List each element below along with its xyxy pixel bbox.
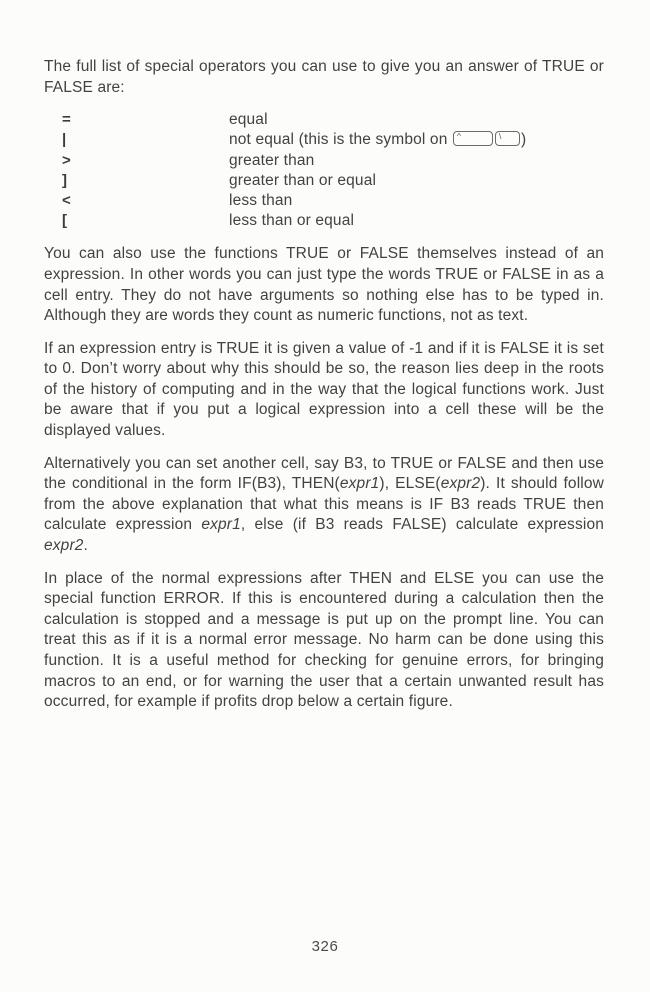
operator-symbol: < — [62, 191, 71, 209]
backslash-keycap-icon — [495, 131, 520, 146]
operator-row — [44, 171, 604, 191]
operator-symbol: [ — [62, 212, 68, 230]
operator-row — [44, 130, 604, 150]
shift-caret-keycap-icon — [453, 131, 493, 146]
operator-symbol: | — [62, 131, 67, 149]
operator-description: greater than or equal — [229, 171, 377, 189]
operator-description: equal — [229, 111, 268, 129]
operator-description: less than or equal — [229, 212, 355, 230]
page-number: 326 — [311, 938, 339, 956]
paragraph-true-false-values: If an expression entry is TRUE it is given a value of -1 and if it is FALSE it is set to 0. Don’t worry about why this should be so, the reason lies deep in the roots of the history of computing and in the way that the logical functions work. Just be aware that if you put a logical expression into a cell these will be the displayed values. — [44, 339, 604, 440]
operator-row — [44, 151, 604, 171]
operator-description: greater than — [229, 151, 315, 169]
paragraph-true-false-functions: You can also use the functions TRUE or FALSE themselves instead of an expression. In other words you can just type the words TRUE or FALSE in as a cell entry. They do not have arguments so nothing else has to be typed in. Although they are words they count as numeric functions, not as text. — [44, 245, 604, 325]
operator-row — [44, 191, 604, 211]
operator-row — [44, 110, 604, 130]
intro-paragraph: The full list of special operators you can use to give you an answer of TRUE or FALSE are: — [44, 58, 604, 96]
operator-row — [44, 211, 604, 231]
paragraph-error-function: In place of the normal expressions after THEN and ELSE you can use the special function ERROR. If this is encountered during a calculation then the calculation is stopped and a message is put up on the prompt line. You can treat this as if it is a normal error message. No harm can be done using this function. It is a useful method for checking for genuine errors, for bringing macros to an end, or for warning the user that a certain unwanted result has occurred, for example if profits drop below a certain figure. — [44, 569, 604, 711]
operator-symbol: > — [62, 151, 71, 169]
italic-text: expr2 — [440, 475, 481, 493]
paragraph-conditional-form: Alternatively you can set another cell, say B3, to TRUE or FALSE and then use the conditional in the form IF(B3), THEN(expr1), ELSE(expr2). It should follow from the above explanation that what this means is IF B3 reads TRUE then calculate expression expr1, else (if B3 reads FALSE) calculate expression expr2. — [44, 454, 604, 555]
operator-description: less than — [229, 191, 293, 209]
italic-text: expr1 — [339, 475, 380, 493]
operator-symbol: = — [62, 111, 71, 129]
italic-text: expr2 — [44, 537, 84, 555]
operator-list — [44, 110, 604, 231]
operator-symbol: ] — [62, 171, 68, 189]
italic-text: expr1 — [201, 516, 241, 534]
keycap-glyph: ^ — [456, 131, 462, 142]
keycap-glyph: \ — [498, 131, 502, 142]
operator-description: not equal (this is the symbol on ^ \ ) — [229, 131, 527, 149]
